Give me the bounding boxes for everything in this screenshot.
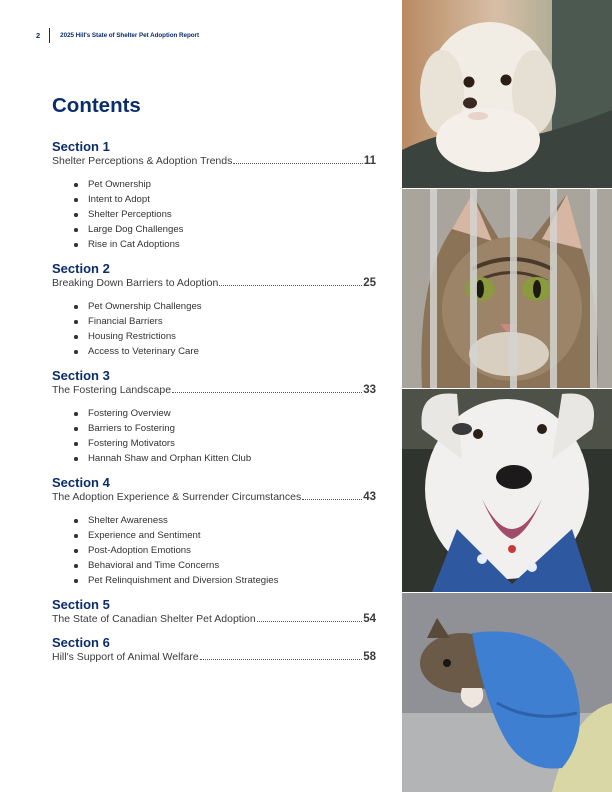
list-item: Access to Veterinary Care <box>74 344 376 359</box>
list-item: Fostering Overview <box>74 406 376 421</box>
list-item: Post-Adoption Emotions <box>74 543 376 558</box>
list-item: Hannah Shaw and Orphan Kitten Club <box>74 451 376 466</box>
subtopic-list <box>52 406 376 466</box>
section-page-number: 11 <box>363 155 376 167</box>
section-title-line[interactable] <box>52 651 376 664</box>
list-item: Intent to Adopt <box>74 192 376 207</box>
photo-kitten-glove <box>402 593 612 792</box>
section-page-number: 58 <box>363 651 376 663</box>
section-label: Section 4 <box>52 475 110 490</box>
header-divider <box>49 28 50 43</box>
photo-white-dog <box>402 0 612 188</box>
section-title-line[interactable] <box>52 613 376 626</box>
section-page-number: 43 <box>363 491 376 503</box>
toc-section-5[interactable] <box>52 597 376 626</box>
dot-leader <box>257 621 362 622</box>
section-title: Hill's Support of Animal Welfare <box>52 651 199 663</box>
section-title-line[interactable] <box>52 277 376 290</box>
dot-leader <box>302 499 362 500</box>
photo-bandana-dog <box>402 389 612 592</box>
photo-column <box>402 0 612 792</box>
section-title: The State of Canadian Shelter Pet Adoption <box>52 613 256 625</box>
dot-leader <box>172 392 362 393</box>
toc-section-1[interactable] <box>52 139 376 252</box>
section-label: Section 6 <box>52 635 110 650</box>
contents-heading: Contents <box>52 94 141 117</box>
list-item: Shelter Awareness <box>74 513 376 528</box>
toc-section-2[interactable] <box>52 261 376 359</box>
subtopic-list <box>52 299 376 359</box>
toc-section-3[interactable] <box>52 368 376 466</box>
section-label: Section 1 <box>52 139 110 154</box>
subtopic-list <box>52 513 376 588</box>
section-title-line[interactable] <box>52 155 376 168</box>
section-label: Section 5 <box>52 597 110 612</box>
list-item: Behavioral and Time Concerns <box>74 558 376 573</box>
subtopic-list <box>52 177 376 252</box>
list-item: Large Dog Challenges <box>74 222 376 237</box>
photo-tabby-cat <box>402 189 612 388</box>
section-title: The Fostering Landscape <box>52 384 172 396</box>
section-title: Breaking Down Barriers to Adoption <box>52 277 219 289</box>
section-title-line[interactable] <box>52 491 376 504</box>
dot-leader <box>219 285 362 286</box>
report-title: 2025 Hill's State of Shelter Pet Adoption Report <box>60 31 199 39</box>
table-of-contents <box>52 139 376 673</box>
list-item: Barriers to Fostering <box>74 421 376 436</box>
list-item: Housing Restrictions <box>74 329 376 344</box>
list-item: Shelter Perceptions <box>74 207 376 222</box>
section-title-line[interactable] <box>52 384 376 397</box>
toc-section-4[interactable] <box>52 475 376 588</box>
section-label: Section 3 <box>52 368 110 383</box>
list-item: Pet Ownership Challenges <box>74 299 376 314</box>
list-item: Pet Relinquishment and Diversion Strategies <box>74 573 376 588</box>
dot-leader <box>200 659 363 660</box>
list-item: Rise in Cat Adoptions <box>74 237 376 252</box>
section-title: The Adoption Experience & Surrender Circumstances <box>52 491 302 503</box>
list-item: Financial Barriers <box>74 314 376 329</box>
page-header <box>36 27 199 43</box>
section-title: Shelter Perceptions & Adoption Trends <box>52 155 233 167</box>
section-page-number: 25 <box>363 277 376 289</box>
toc-section-6[interactable] <box>52 635 376 664</box>
list-item: Pet Ownership <box>74 177 376 192</box>
section-label: Section 2 <box>52 261 110 276</box>
page-number: 2 <box>36 30 41 40</box>
list-item: Fostering Motivators <box>74 436 376 451</box>
section-page-number: 54 <box>363 613 376 625</box>
dot-leader <box>233 163 362 164</box>
list-item: Experience and Sentiment <box>74 528 376 543</box>
section-page-number: 33 <box>363 384 376 396</box>
